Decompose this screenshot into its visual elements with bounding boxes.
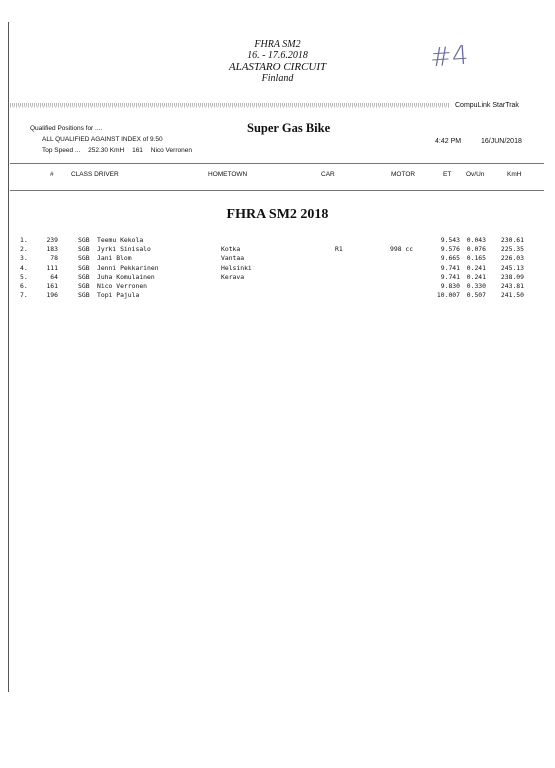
cell-kmh: 241.50	[500, 291, 524, 300]
qualified-positions-label: Qualified Positions for ....	[30, 125, 103, 132]
top-speed-label: Top Speed ...	[42, 147, 81, 154]
cell-kmh: 243.81	[500, 282, 524, 290]
cell-ovun: 0.241	[466, 263, 486, 272]
cell-ovun: 0.076	[466, 245, 486, 254]
cell-pos: 1.	[20, 236, 28, 244]
dotted-divider-secondary	[10, 106, 450, 108]
cell-motor: 998 cc	[390, 245, 414, 254]
cell-num: 183	[46, 245, 58, 254]
cell-kmh: 230.61	[500, 236, 524, 244]
header-rule-top	[10, 163, 544, 164]
cell-num: 64	[50, 272, 58, 281]
cell-ovun: 0.165	[466, 254, 486, 263]
cell-et: 9.576	[440, 245, 460, 254]
cell-cls: SGB	[78, 245, 90, 254]
print-date: 16/JUN/2018	[481, 138, 522, 145]
top-speed-value: 252.30 KmH	[88, 147, 125, 154]
cell-driver: Nico Verronen	[97, 282, 148, 290]
cell-cls: SGB	[78, 236, 90, 244]
top-speed-driver: Nico Verronen	[150, 147, 192, 154]
cell-car: R1	[335, 245, 343, 254]
cell-et: 10.007	[436, 291, 460, 300]
cell-pos: 2.	[20, 245, 28, 254]
cell-driver: Teemu Kekola	[97, 236, 144, 244]
col-header-number: #	[50, 171, 54, 178]
cell-pos: 7.	[20, 291, 28, 300]
cell-kmh: 238.09	[500, 272, 524, 281]
col-header-ovun: Ov/Un	[466, 171, 485, 178]
cell-pos: 5.	[20, 272, 28, 281]
cell-cls: SGB	[78, 282, 90, 290]
cell-kmh: 225.35	[500, 245, 524, 254]
cell-cls: SGB	[78, 291, 90, 300]
cell-num: 78	[50, 254, 58, 263]
cell-home: Helsinki	[221, 263, 252, 272]
col-header-class-driver: CLASS DRIVER	[71, 171, 119, 178]
cell-num: 111	[46, 263, 58, 272]
event-title: FHRA SM2	[254, 39, 301, 50]
handwritten-note: #4	[429, 40, 470, 74]
cell-et: 9.665	[440, 254, 460, 263]
col-header-et: ET	[443, 171, 452, 178]
cell-home: Kotka	[221, 245, 241, 254]
event-country: Finland	[261, 73, 294, 84]
cell-et: 9.830	[440, 282, 460, 290]
top-speed-number: 161	[132, 147, 143, 154]
header-rule-bottom	[10, 190, 544, 191]
event-venue: ALASTARO CIRCUIT	[228, 61, 327, 73]
table-row	[0, 290, 555, 300]
cell-ovun: 0.507	[466, 291, 486, 300]
cell-kmh: 245.13	[500, 263, 524, 272]
cell-driver: Jani Blom	[97, 254, 132, 263]
cell-driver: Jyrki Sinisalo	[97, 245, 151, 254]
cell-driver: Juha Komulainen	[97, 272, 155, 281]
cell-et: 9.741	[440, 263, 460, 272]
cell-home: Vantaa	[221, 254, 245, 263]
page-border	[8, 22, 9, 692]
cell-ovun: 0.043	[466, 236, 486, 244]
cell-num: 239	[46, 236, 58, 244]
cell-num: 161	[46, 282, 58, 290]
col-header-car: CAR	[321, 171, 335, 178]
cell-driver: Jenni Pekkarinen	[97, 263, 159, 272]
event-dates: 16. - 17.6.2018	[247, 50, 308, 61]
print-time: 4:42 PM	[435, 138, 462, 145]
cell-num: 196	[46, 291, 58, 300]
cell-home: Kerava	[221, 272, 245, 281]
race-title: FHRA SM2 2018	[226, 207, 329, 222]
cell-kmh: 226.03	[500, 254, 524, 263]
cell-cls: SGB	[78, 272, 90, 281]
cell-cls: SGB	[78, 263, 90, 272]
timing-brand: CompuLink StarTrak	[455, 102, 519, 109]
col-header-kmh: KmH	[507, 171, 522, 178]
cell-et: 9.741	[440, 272, 460, 281]
cell-ovun: 0.241	[466, 272, 486, 281]
qualified-index-label: ALL QUALIFIED AGAINST INDEX of 9.50	[42, 136, 163, 143]
col-header-hometown: HOMETOWN	[208, 171, 248, 178]
top-speed-line	[42, 147, 198, 154]
cell-pos: 3.	[20, 254, 28, 263]
cell-driver: Topi Pajula	[97, 291, 140, 300]
cell-ovun: 0.330	[466, 282, 486, 290]
class-title: Super Gas Bike	[247, 121, 331, 135]
cell-pos: 4.	[20, 263, 28, 272]
cell-cls: SGB	[78, 254, 90, 263]
col-header-motor: MOTOR	[391, 171, 416, 178]
cell-pos: 6.	[20, 282, 28, 290]
cell-et: 9.543	[440, 236, 460, 244]
